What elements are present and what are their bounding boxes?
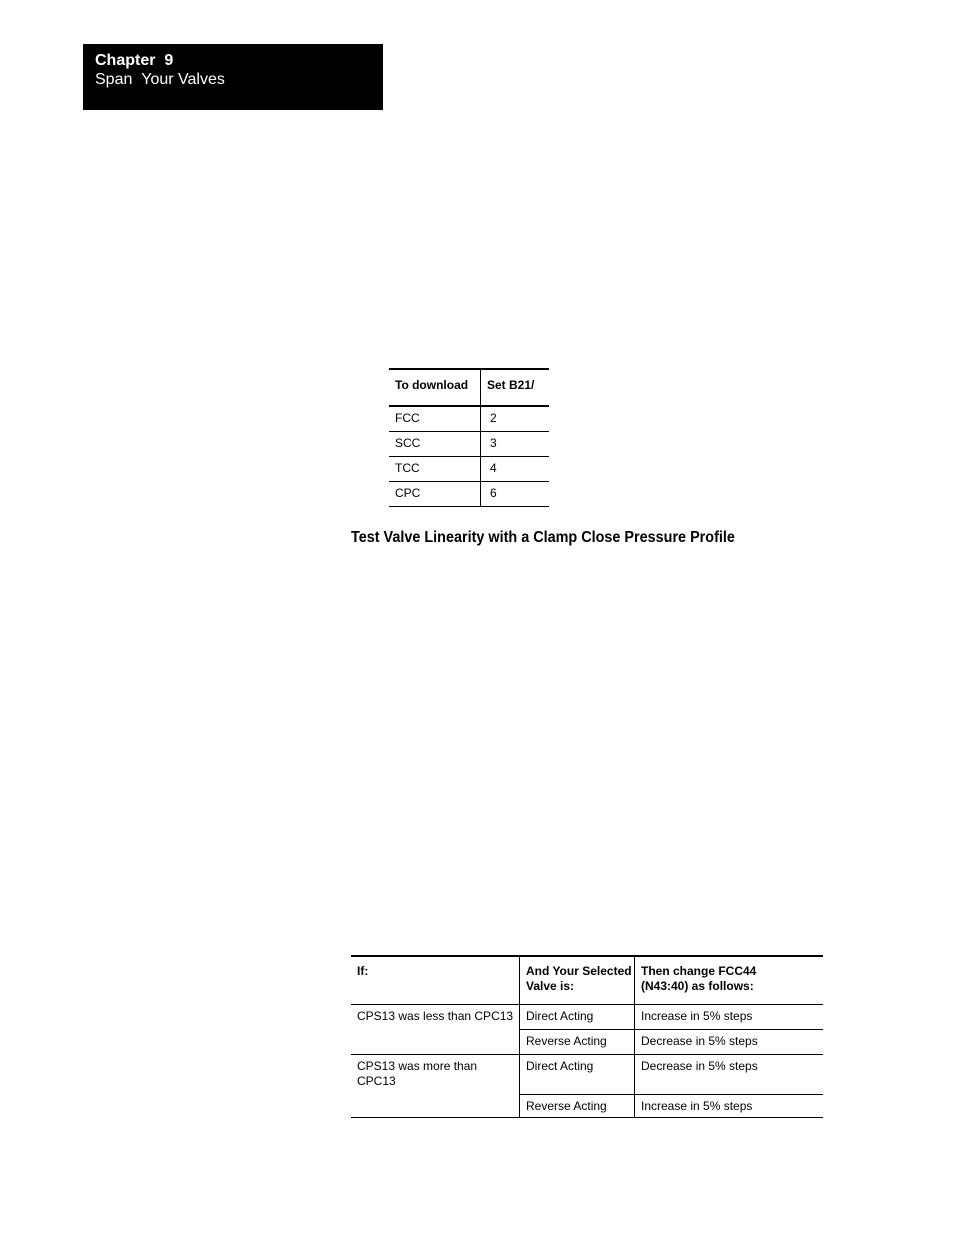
- valve-cell: Reverse Acting: [520, 1095, 635, 1117]
- condition-rows: [520, 1005, 823, 1054]
- header-cell: To download: [389, 370, 481, 405]
- table-row: [389, 482, 549, 507]
- table-cell: FCC: [389, 407, 481, 431]
- header-cell: If:: [351, 957, 520, 1004]
- table-cell: TCC: [389, 457, 481, 481]
- table-row: [520, 1055, 823, 1095]
- action-cell: Decrease in 5% steps: [641, 1034, 758, 1048]
- valve-cell: Reverse Acting: [520, 1030, 635, 1054]
- condition-cell: CPS13 was more than CPC13: [351, 1055, 520, 1117]
- download-table: [389, 368, 549, 507]
- table-row: [520, 1030, 823, 1054]
- chapter-title: [95, 51, 383, 70]
- table-row: [389, 432, 549, 457]
- chapter-label: Chapter: [95, 52, 156, 69]
- linearity-table: [351, 955, 823, 1118]
- table-row: [520, 1005, 823, 1030]
- valve-cell: Direct Acting: [520, 1055, 635, 1094]
- condition-group: [351, 1055, 823, 1118]
- header-cell: Then change FCC44 (N43:40) as follows:: [641, 964, 757, 993]
- table-row: [389, 457, 549, 482]
- table-cell: 4: [490, 461, 497, 475]
- header-cell: And Your Selected Valve is:: [520, 957, 635, 1004]
- header-cell: Set B21/: [487, 378, 535, 392]
- chapter-subtitle-word2: Your Valves: [141, 71, 225, 88]
- linearity-table-header: [351, 955, 823, 1005]
- action-cell: Decrease in 5% steps: [641, 1059, 758, 1073]
- chapter-subtitle: [95, 70, 383, 89]
- chapter-number: 9: [164, 52, 174, 69]
- table-cell: 2: [490, 411, 497, 425]
- chapter-header: [83, 44, 383, 110]
- table-cell: 3: [490, 436, 497, 450]
- action-cell: Increase in 5% steps: [641, 1009, 753, 1023]
- condition-cell: CPS13 was less than CPC13: [351, 1005, 520, 1054]
- section-heading: Test Valve Linearity with a Clamp Close Pressure Profile: [351, 529, 735, 546]
- table-cell: CPC: [389, 482, 481, 506]
- table-row: [520, 1095, 823, 1117]
- table-row: [389, 407, 549, 432]
- table-cell: SCC: [389, 432, 481, 456]
- table-cell: 6: [490, 486, 497, 500]
- chapter-subtitle-word1: Span: [95, 71, 133, 88]
- download-table-header: [389, 368, 549, 407]
- action-cell: Increase in 5% steps: [641, 1099, 753, 1113]
- condition-group: [351, 1005, 823, 1055]
- valve-cell: Direct Acting: [520, 1005, 635, 1029]
- condition-rows: [520, 1055, 823, 1117]
